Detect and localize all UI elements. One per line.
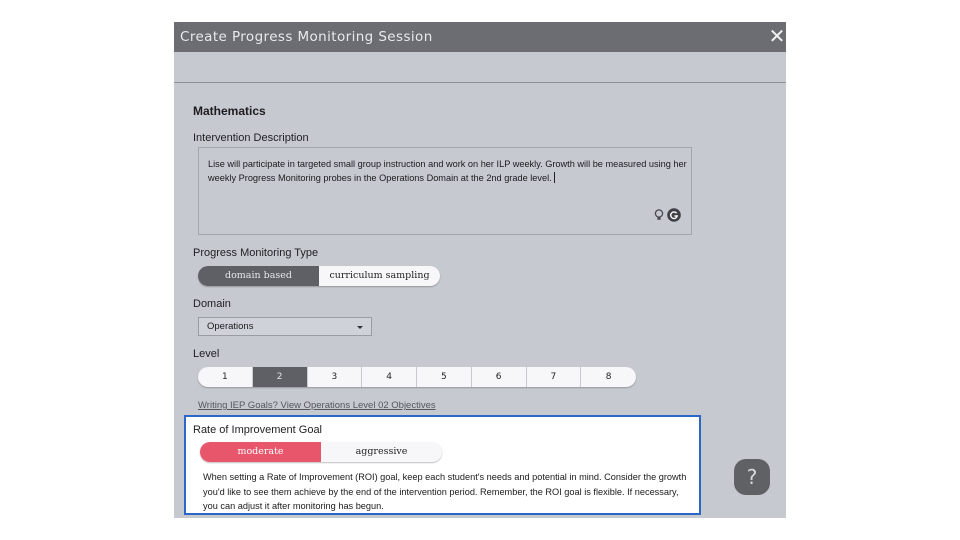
roi-goal-panel	[184, 415, 701, 515]
level-label: Level	[193, 348, 220, 360]
level-option-7[interactable]: 7	[527, 367, 582, 387]
lightbulb-icon[interactable]	[654, 209, 664, 221]
close-icon[interactable]: ✕	[768, 26, 786, 48]
level-option-5[interactable]: 5	[417, 367, 472, 387]
intervention-description-label: Intervention Description	[193, 132, 309, 144]
level-option-3[interactable]: 3	[308, 367, 363, 387]
level-option-8[interactable]: 8	[605, 372, 612, 382]
progress-monitoring-dialog	[174, 22, 786, 518]
text-cursor	[554, 172, 555, 183]
level-option-4[interactable]: 4	[362, 367, 417, 387]
intervention-description-text: Lise will participate in targeted small group instruction and work on her ILP weekly. Growth will be measured using her weekly Progress Monitoring probes in the Operations Domain at the 2nd grade level.	[208, 159, 687, 183]
pm-type-curriculum-sampling[interactable]: curriculum sampling	[329, 270, 430, 281]
level-option-2[interactable]: 2	[253, 367, 308, 387]
pm-type-label: Progress Monitoring Type	[193, 247, 319, 259]
domain-label: Domain	[193, 298, 231, 310]
view-objectives-link[interactable]: Writing IEP Goals? View Operations Level 02 Objectives	[198, 400, 436, 411]
pm-type-toggle	[198, 266, 440, 286]
pm-type-domain-based[interactable]: domain based	[198, 266, 319, 286]
level-option-6[interactable]: 6	[472, 367, 527, 387]
grammarly-icon[interactable]	[667, 208, 681, 222]
chevron-down-icon	[357, 326, 363, 329]
intervention-description-textarea[interactable]	[198, 147, 692, 235]
roi-goal-label: Rate of Improvement Goal	[193, 424, 323, 436]
help-button[interactable]: ?	[734, 459, 770, 495]
roi-help-text: When setting a Rate of Improvement (ROI) goal, keep each student's needs and potential in mind. Consider the growth you'd like to see them achieve by the end of the intervention period. Remember, the ROI goal is flexible. If necessary, you can adjust it after monitoring has begun.	[203, 472, 687, 511]
roi-option-moderate[interactable]: moderate	[200, 442, 321, 462]
roi-option-aggressive[interactable]: aggressive	[355, 446, 408, 457]
level-selector	[198, 367, 636, 387]
roi-goal-toggle	[200, 442, 442, 462]
section-title: Mathematics	[193, 104, 266, 118]
domain-select-value: Operations	[207, 321, 254, 332]
header-divider	[174, 82, 786, 83]
dialog-title: Create Progress Monitoring Session	[180, 29, 433, 45]
dialog-titlebar	[174, 22, 786, 52]
level-option-1[interactable]: 1	[198, 367, 253, 387]
domain-select[interactable]	[198, 317, 372, 336]
